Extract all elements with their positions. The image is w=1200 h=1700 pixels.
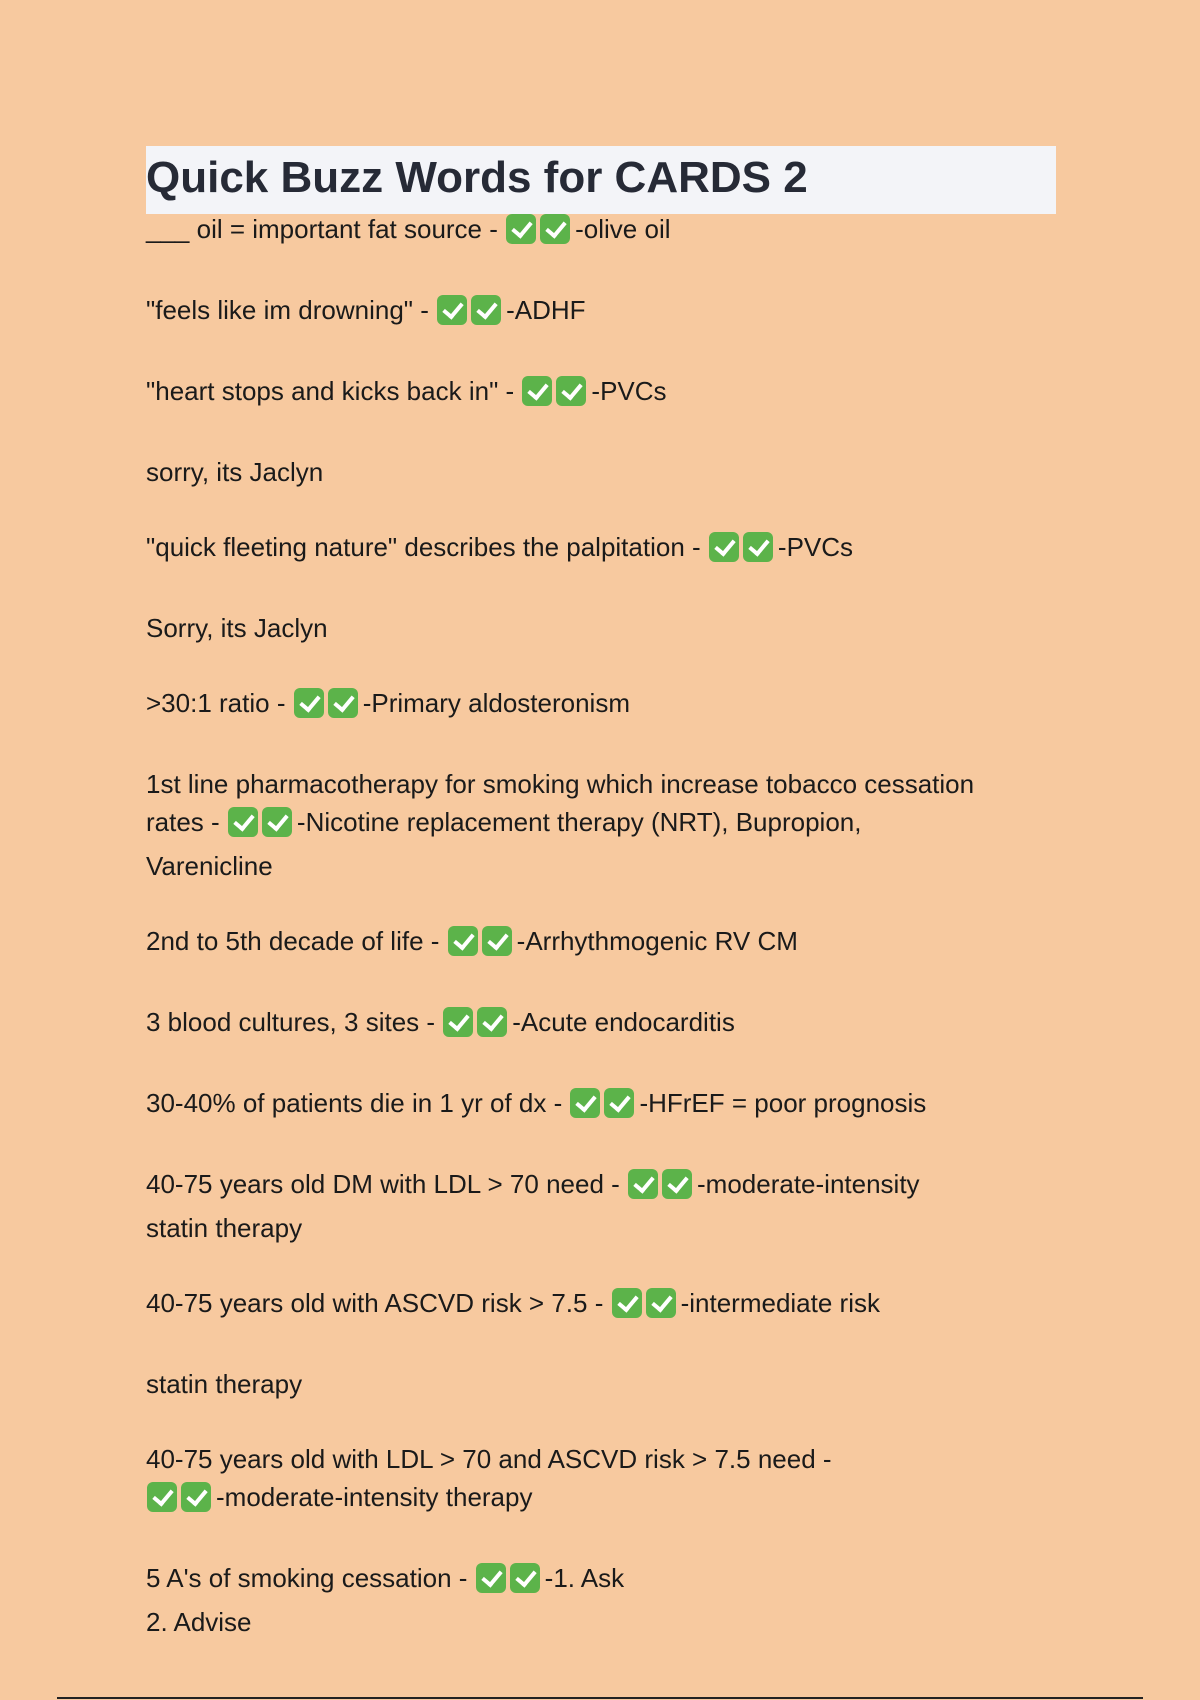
entry-prompt: 40-75 years old with LDL > 70 and ASCVD risk > 7.5 need - [146,1444,832,1474]
entry-prompt: 1st line pharmacotherapy for smoking which increase tobacco cessation rates - [146,769,975,837]
flashcard-entry [146,1084,1066,1128]
answer-checkmarks [476,1563,544,1603]
check-mark-icon [662,1169,692,1199]
check-mark-icon [437,295,467,325]
flashcard-entry [146,1365,1066,1403]
flashcard-entry [146,684,1066,728]
answer-checkmarks [506,214,574,254]
answer-checkmarks [147,1482,215,1522]
check-mark-icon [471,295,501,325]
page-bottom-rule [57,1697,1143,1699]
check-mark-icon [476,1563,506,1593]
flashcard-entry [146,765,1066,885]
entry-answer: -ADHF [506,295,586,325]
check-mark-icon [443,1007,473,1037]
check-mark-icon [477,1007,507,1037]
entry-answer: -PVCs [591,376,667,406]
check-mark-icon [570,1088,600,1118]
flashcard-entry [146,372,1066,416]
check-mark-icon [612,1288,642,1318]
entry-prompt: "heart stops and kicks back in" - [146,376,522,406]
flashcard-list [146,210,1066,1678]
entry-prompt: statin therapy [146,1369,303,1399]
check-mark-icon [522,376,552,406]
answer-checkmarks [522,376,590,416]
entry-answer: -moderate-intensity therapy [216,1482,533,1512]
entry-answer: -Primary aldosteronism [362,688,630,718]
entry-answer: -olive oil [575,214,671,244]
check-mark-icon [743,532,773,562]
check-mark-icon [506,214,536,244]
entry-answer: -Nicotine replacement therapy (NRT), Bupropion, Varenicline [146,807,862,881]
entry-answer: -intermediate risk [680,1288,880,1318]
entry-answer: -Acute endocarditis [512,1007,735,1037]
entry-prompt: 40-75 years old DM with LDL > 70 need - [146,1169,628,1199]
check-mark-icon [328,688,358,718]
flashcard-entry [146,1440,1066,1522]
entry-answer: -HFrEF = poor prognosis [639,1088,927,1118]
entry-answer: -moderate-intensity statin therapy [146,1169,920,1243]
flashcard-entry [146,291,1066,335]
entry-prompt: >30:1 ratio - [146,688,293,718]
check-mark-icon [181,1482,211,1512]
flashcard-entry [146,1165,1066,1247]
check-mark-icon [510,1563,540,1593]
entry-answer: -PVCs [777,532,854,562]
check-mark-icon [448,926,478,956]
answer-checkmarks [628,1169,696,1209]
check-mark-icon [294,688,324,718]
title-highlight [146,146,1056,214]
entry-prompt: ___ oil = important fat source - [146,214,506,244]
check-mark-icon [262,807,292,837]
flashcard-entry [146,1559,1066,1641]
flashcard-entry [146,528,1066,572]
check-mark-icon [147,1482,177,1512]
check-mark-icon [228,807,258,837]
answer-checkmarks [437,295,505,335]
entry-prompt: 5 A's of smoking cessation - [146,1563,475,1593]
answer-checkmarks [448,926,516,966]
entry-prompt: sorry, its Jaclyn [146,457,324,487]
entry-answer: -Arrhythmogenic RV CM [516,926,798,956]
entry-prompt: 30-40% of patients die in 1 yr of dx - [146,1088,570,1118]
check-mark-icon [482,926,512,956]
check-mark-icon [628,1169,658,1199]
answer-checkmarks [228,807,296,847]
entry-prompt: 3 blood cultures, 3 sites - [146,1007,443,1037]
flashcard-entry [146,1003,1066,1047]
answer-checkmarks [443,1007,511,1047]
flashcard-entry [146,1284,1066,1328]
answer-checkmarks [612,1288,680,1328]
check-mark-icon [556,376,586,406]
flashcard-entry [146,922,1066,966]
answer-checkmarks [709,532,777,572]
entry-answer: -1. Ask 2. Advise [146,1563,625,1637]
answer-checkmarks [294,688,362,728]
entry-prompt: Sorry, its Jaclyn [146,613,328,643]
check-mark-icon [604,1088,634,1118]
flashcard-entry [146,210,1066,254]
entry-prompt: 40-75 years old with ASCVD risk > 7.5 - [146,1288,611,1318]
check-mark-icon [540,214,570,244]
check-mark-icon [709,532,739,562]
entry-prompt: "quick fleeting nature" describes the palpitation - [146,532,708,562]
document-title: Quick Buzz Words for CARDS 2 [146,153,808,202]
entry-prompt: 2nd to 5th decade of life - [146,926,447,956]
answer-checkmarks [570,1088,638,1128]
entry-prompt: "feels like im drowning" - [146,295,437,325]
flashcard-entry [146,609,1066,647]
check-mark-icon [646,1288,676,1318]
flashcard-entry [146,453,1066,491]
